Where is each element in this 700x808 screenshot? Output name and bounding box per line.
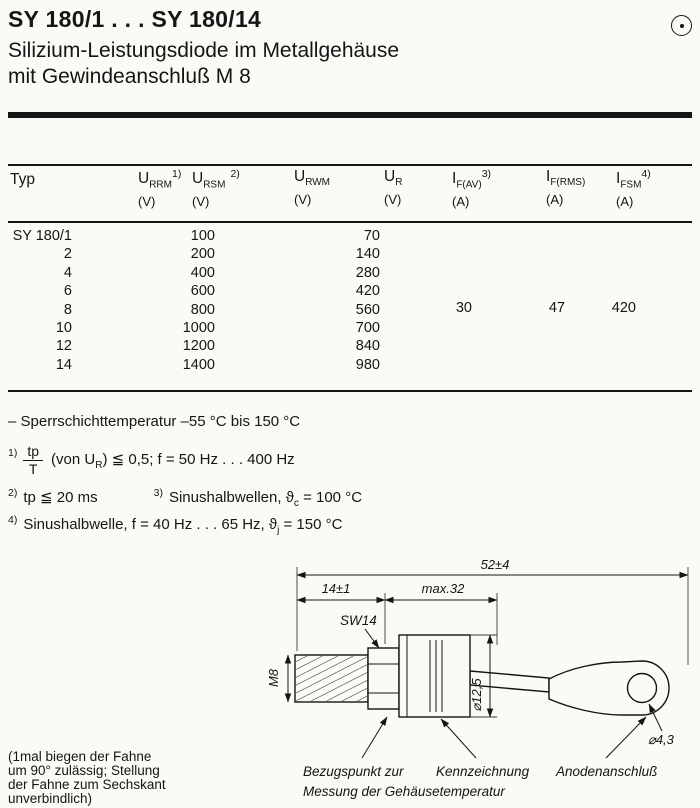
anode-label: Anodenanschluß: [556, 764, 658, 779]
ref-point-label-line2: Messung der Gehäusetemperatur: [303, 784, 505, 799]
theta-symbol: ϑ: [285, 489, 294, 506]
theta-symbol: ϑ: [268, 516, 278, 533]
note-1-text: (von $U_R$) ≦ 0,5; f = 50 Hz . . . 400 Hz: [51, 451, 295, 472]
tab-hole: [628, 674, 657, 703]
table-row: [8, 245, 692, 263]
cell-urrm: 100: [190, 228, 215, 244]
col-header-ifav: [452, 168, 491, 209]
symbol-sub: F(RMS): [550, 177, 586, 189]
col-header-ifsm: [616, 168, 651, 209]
page-title: SY 180/1 . . . SY 180/14: [8, 6, 262, 32]
col-header-ursm: [192, 168, 240, 209]
cell-typ: 2: [63, 246, 72, 263]
symbol-base: U: [384, 168, 396, 185]
bend-note-line: um 90° zulässig; Stellung: [8, 763, 160, 778]
table-row: [8, 301, 692, 319]
fraction-numerator: tp: [23, 444, 43, 461]
cell-urwm: 980: [355, 356, 380, 373]
footnote-marker: 4): [8, 514, 18, 526]
symbol-sub: F(AV): [456, 179, 482, 191]
cell-typ: 12: [55, 338, 72, 355]
spec-table-body: [8, 227, 692, 374]
body-diameter-label: ⌀12,5: [469, 678, 484, 712]
footnote-ref: 1): [171, 168, 182, 180]
cell-typ: 4: [63, 264, 72, 281]
unit-label: (V): [384, 192, 402, 208]
dim-stud-label: 14±1: [321, 581, 351, 596]
bend-note-line: der Fahne zum Sechskant: [8, 777, 166, 792]
cell-urrm: 1200: [182, 338, 215, 355]
note-4: [8, 514, 342, 536]
symbol-base: U: [192, 170, 204, 188]
table-row: [8, 264, 692, 282]
table-top-rule: [8, 164, 692, 166]
symbol-sub: RRM: [149, 179, 172, 191]
table-row: [8, 282, 692, 300]
symbol-base: U: [138, 170, 150, 188]
cell-typ: 14: [55, 356, 72, 373]
unit-label: (V): [192, 194, 210, 210]
symbol-sub: RWM: [305, 177, 331, 189]
hex-leader-line: [365, 629, 379, 648]
cell-urrm: 400: [190, 264, 215, 281]
thread-hatch: [296, 656, 367, 701]
bend-note-line: (1mal biegen der Fahne: [8, 749, 152, 764]
note-3-text: Sinushalbwellen, $ϑ_c = 100$ °C: [168, 489, 363, 509]
footnote-ref: 4): [641, 168, 651, 180]
table-header-rule: [8, 221, 692, 223]
registration-mark-icon: [671, 15, 692, 36]
cell-urwm: 840: [355, 338, 380, 355]
subtitle-line-2: mit Gewindeanschluß M 8: [8, 65, 251, 88]
marking-leader: [441, 719, 476, 758]
diode-body: [399, 635, 470, 717]
page-subtitle: [8, 38, 399, 90]
col-header-typ: Typ: [10, 171, 35, 188]
hole-diameter-label: ⌀4,3: [648, 732, 674, 747]
bend-note-line: unverbindlich): [8, 791, 93, 806]
cell-ifsm: 420: [611, 300, 636, 316]
ref-point-leader: [362, 717, 387, 758]
ref-point-label-line1: Bezugspunkt zur: [303, 764, 404, 779]
footnote-marker: 3): [153, 487, 163, 499]
note-2-text: tp ≦ 20 ms: [23, 489, 98, 506]
cell-typ: 10: [55, 319, 72, 336]
unit-label: (V): [138, 194, 156, 210]
note-junction-temperature: – Sperrschichttemperatur –55 °C bis 150 °C: [8, 413, 301, 430]
cell-urwm: 280: [355, 264, 380, 281]
symbol-base: I: [616, 170, 621, 188]
dim-body-label: max.32: [421, 581, 465, 596]
cell-urwm: 560: [355, 301, 380, 318]
symbol-base: I: [546, 168, 551, 185]
table-row: [8, 356, 692, 374]
unit-label: (A): [546, 192, 564, 208]
hex-size-label: SW14: [340, 613, 377, 628]
fraction-tp-over-T: [23, 444, 43, 478]
table-bottom-rule: [8, 390, 692, 392]
footnote-marker: 2): [8, 487, 18, 499]
footnote-marker: 1): [8, 446, 18, 459]
symbol-sub: FSM: [620, 179, 642, 191]
cell-urrm: 600: [190, 283, 215, 300]
table-row: [8, 337, 692, 355]
hex-nut: [368, 648, 399, 709]
cell-ifrms: 47: [548, 300, 565, 316]
footnote-ref: 3): [481, 168, 492, 180]
note-4-text: Sinushalbwelle, f = 40 Hz . . . 65 Hz, $ϑ_j = 150$ °C: [23, 516, 343, 536]
cell-urwm: 140: [355, 246, 380, 263]
thread-label: M8: [266, 668, 281, 688]
col-header-urrm: [138, 168, 181, 209]
registration-mark-dot: [680, 24, 684, 28]
cell-urwm: 70: [363, 228, 380, 244]
note-1: [8, 444, 295, 478]
unit-label: (A): [616, 194, 634, 210]
cell-urwm: 700: [355, 319, 380, 336]
col-header-ifrms: [546, 168, 585, 207]
fraction-denominator: T: [28, 461, 38, 478]
symbol-sub: RSM: [203, 179, 226, 191]
cell-typ: 8: [63, 301, 72, 318]
col-header-urwm: [294, 168, 330, 207]
symbol-sub: R: [395, 177, 403, 189]
symbol-base: U: [294, 168, 306, 185]
cell-urrm: 1000: [182, 319, 215, 336]
cell-urrm: 200: [190, 246, 215, 263]
symbol-base: I: [452, 170, 457, 188]
cell-urrm: 800: [190, 301, 215, 318]
cell-urwm: 420: [355, 283, 380, 300]
bend-note: [8, 750, 166, 806]
cell-typ: SY 180/1: [12, 228, 72, 244]
note-2-3: [8, 487, 362, 509]
cell-typ: 6: [63, 283, 72, 300]
dim-overall-label: 52±4: [480, 557, 510, 572]
col-header-ur: [384, 168, 402, 207]
footnote-ref: 2): [230, 168, 240, 180]
header-rule: [8, 112, 692, 118]
marking-label: Kennzeichnung: [436, 764, 530, 779]
cell-ifav: 30: [455, 300, 472, 316]
subtitle-line-1: Silizium-Leistungsdiode im Metallgehäuse: [8, 39, 400, 62]
unit-label: (A): [452, 194, 470, 210]
anode-leader: [606, 717, 646, 758]
cell-urrm: 1400: [182, 356, 215, 373]
table-row: [8, 227, 692, 245]
unit-label: (V): [294, 192, 312, 208]
table-row: [8, 319, 692, 337]
